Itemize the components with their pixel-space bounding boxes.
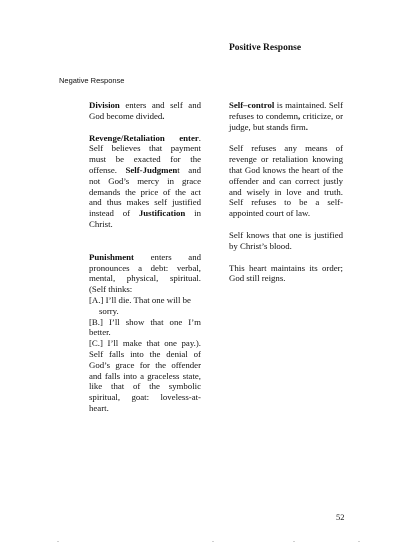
scan-speck — [212, 541, 214, 542]
revenge-paragraph — [89, 133, 201, 230]
justified-paragraph: Self knows that one is justified by Christ’s blood. — [229, 229, 343, 251]
revenge-text-3: in Christ. — [89, 208, 201, 229]
punishment-item-b: [B.] I’ll show that one I’m better. — [89, 316, 201, 338]
revenge-text-1: . Self believes that payment must be exacted for the offense. — [89, 132, 201, 175]
division-period: . — [162, 110, 165, 121]
punishment-text: enters and pronounces a debt: verbal, mental, physical, spiritual. (Self thinks: — [89, 251, 201, 295]
punishment-item-a: [A.] I’ll die. That one will be — [89, 294, 191, 305]
self-control-paragraph — [229, 100, 343, 132]
scan-speck — [57, 541, 59, 542]
self-control-comma: , — [297, 110, 301, 121]
self-judgment-term: Self-Judgmen — [125, 164, 178, 175]
scan-speck — [358, 541, 360, 542]
punishment-term: Punishment — [89, 251, 134, 262]
positive-column — [229, 100, 343, 284]
revenge-text-2: t and not God’s mercy in grace demands the price of the act and thus makes self justified instead of — [89, 164, 201, 219]
order-paragraph: This heart maintains its order; God still reigns. — [229, 262, 343, 284]
division-term: Division — [89, 100, 120, 110]
negative-response-heading: Negative Response — [59, 76, 125, 85]
positive-response-heading: Positive Response — [229, 43, 302, 53]
revenge-term: Revenge/Retaliation enter — [89, 132, 199, 143]
no-revenge-paragraph: Self refuses any means of revenge or retaliation knowing that God knows the heart of the offender and can correct justly and wisely in love and truth. Self refuses to be a self-appointed court of law. — [229, 143, 343, 219]
division-paragraph — [89, 100, 201, 122]
justification-term: Justification — [138, 208, 186, 219]
self-control-period: . — [305, 121, 308, 132]
self-control-text-1: is maintained. Self refuses to condemn — [229, 100, 343, 121]
punishment-item-a-cont: sorry. — [99, 305, 119, 316]
scan-speck — [293, 541, 295, 542]
self-control-text-2: criticize, or judge, but stands firm — [229, 110, 344, 132]
punishment-item-c: [C.] I’ll make that one pay.). Self falls into the denial of God’s grace for the offender and falls into a graceless state, like that of the symbolic spiritual, goat: loveless-at-heart. — [89, 338, 201, 413]
division-text: enters and self and God become divided — [89, 100, 201, 121]
negative-column — [89, 100, 201, 414]
punishment-paragraph — [89, 252, 201, 295]
self-control-term: Self–control — [229, 100, 275, 110]
page-number: 52 — [336, 512, 345, 522]
